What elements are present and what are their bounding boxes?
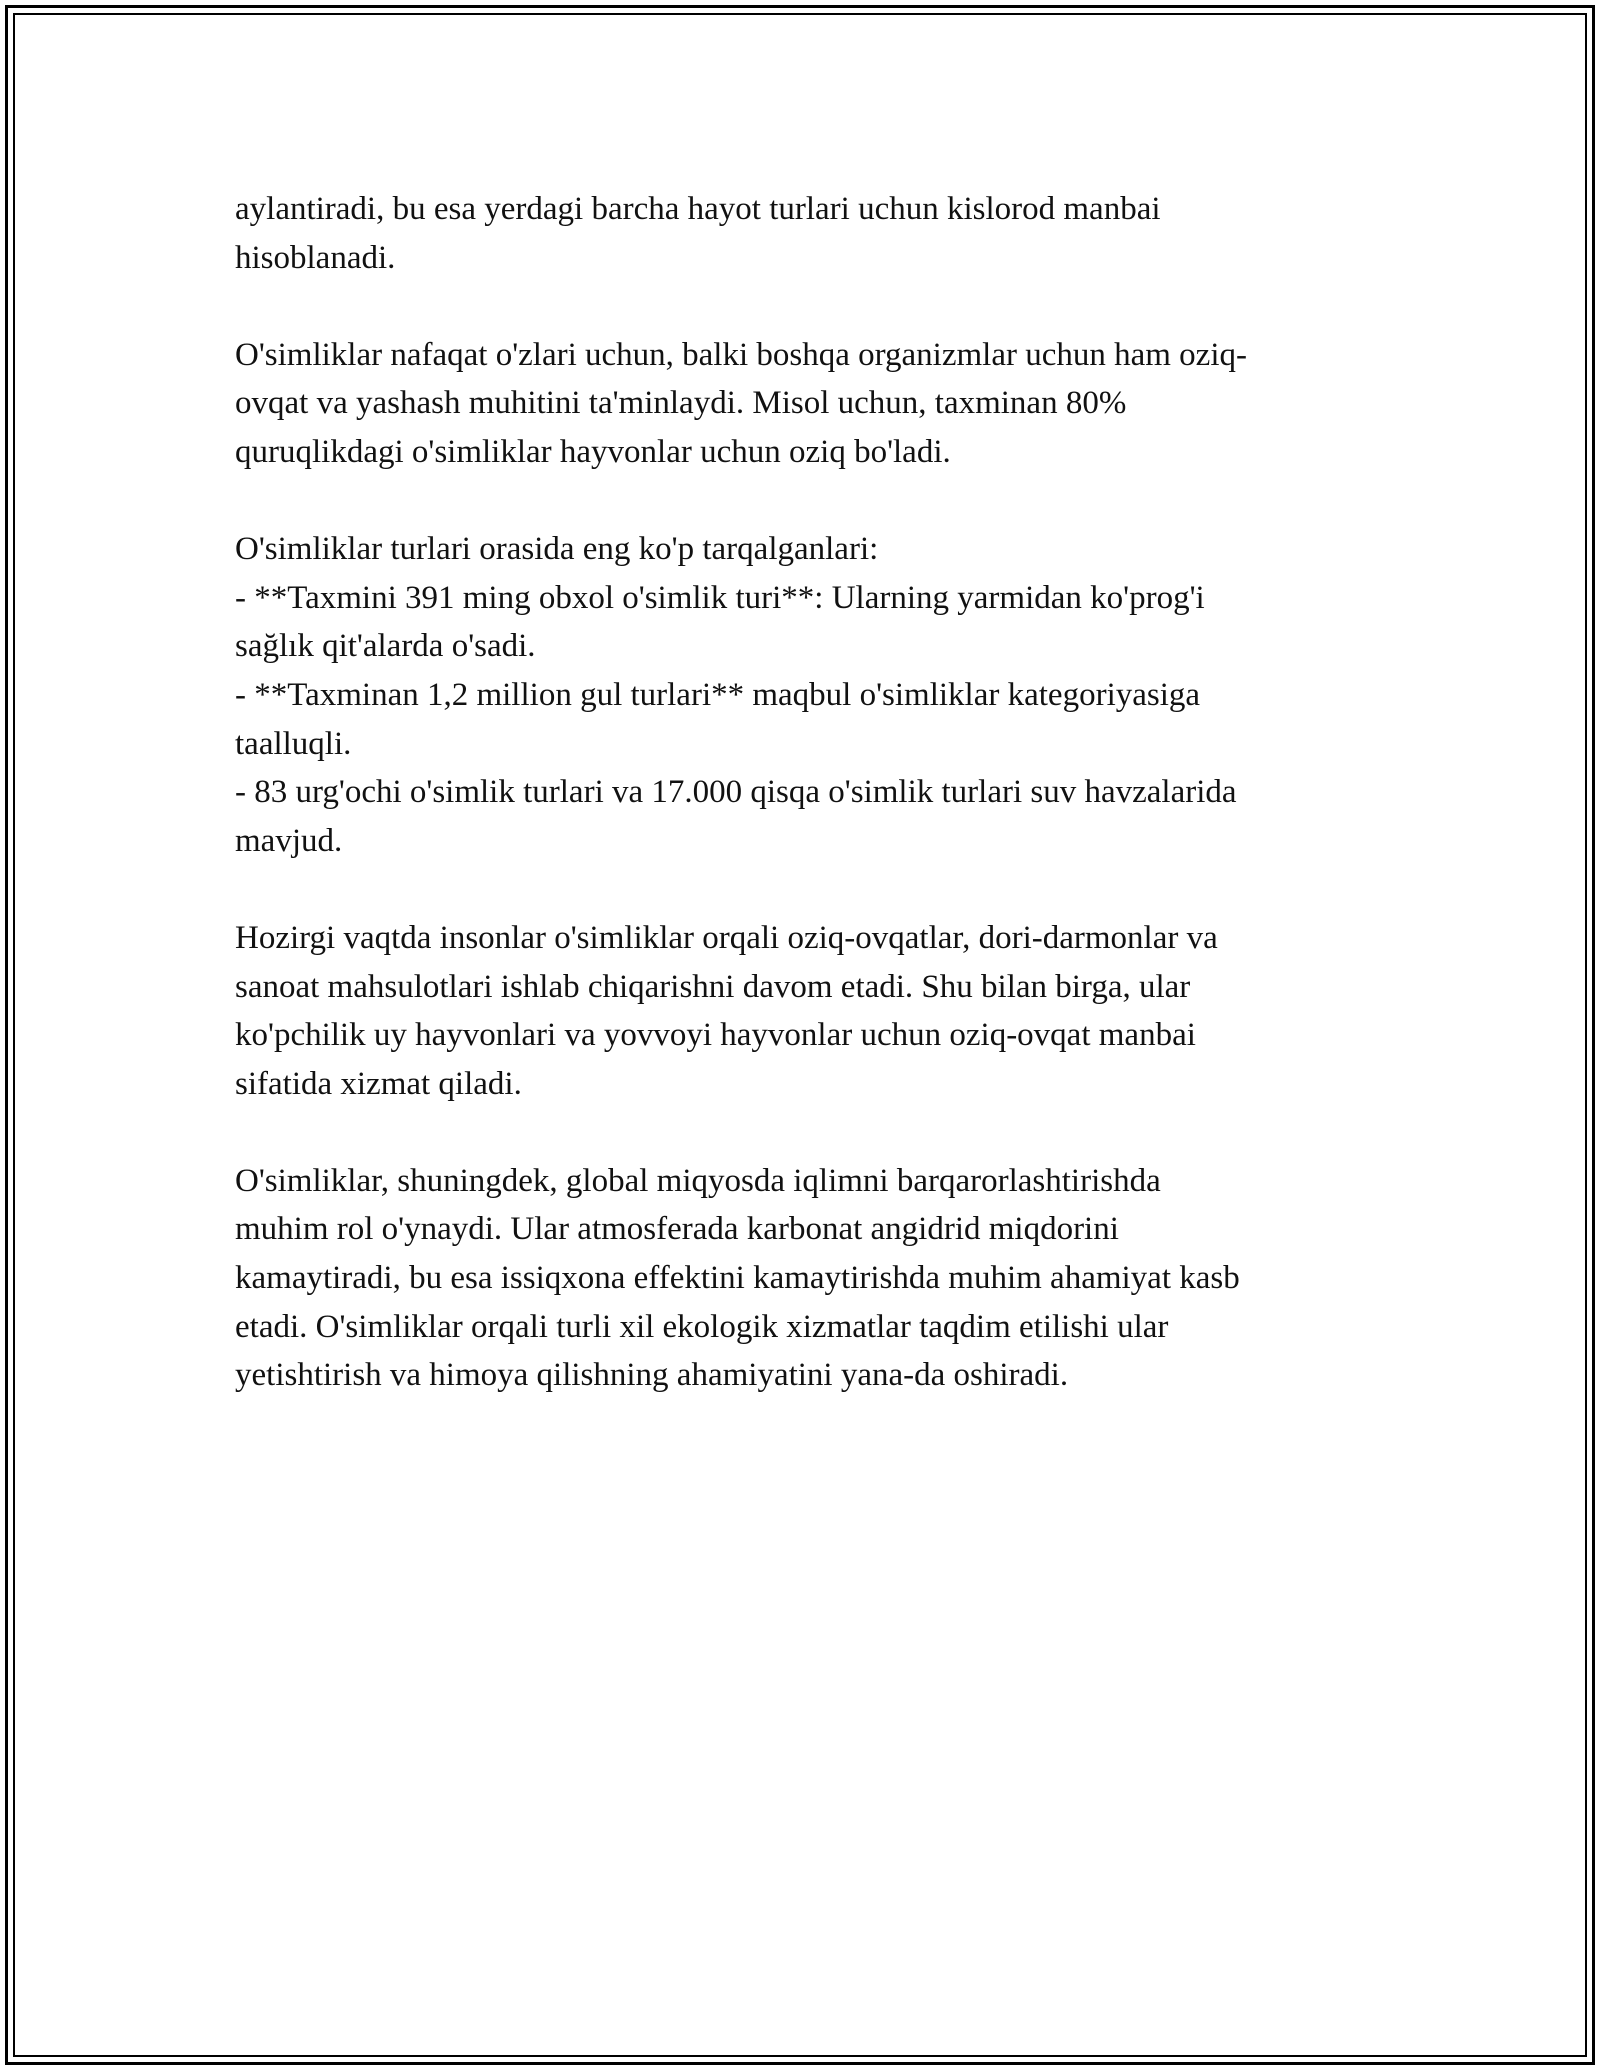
list-item-line: - **Taxmini 391 ming obxol o'simlik turi**: Ularning yarmidan ko'prog'i	[235, 579, 1205, 616]
list-item-line: taalluqli.	[235, 725, 352, 762]
list-item-line: - 83 urg'ochi o'simlik turlari va 17.000 qisqa o'simlik turlari suv havzalarida	[235, 774, 1237, 811]
document-body	[235, 185, 1375, 1448]
text-line: sifatida xizmat qiladi.	[235, 1065, 522, 1102]
text-line: kamaytiradi, bu esa issiqxona effektini kamaytirishda muhim ahamiyat kasb	[235, 1260, 1240, 1297]
text-line: O'simliklar nafaqat o'zlari uchun, balki boshqa organizmlar uchun ham oziq-	[235, 336, 1247, 373]
paragraph	[235, 525, 1375, 865]
text-line: O'simliklar turlari orasida eng ko'p tarqalganlari:	[235, 531, 879, 568]
list-item-line: sağlık qit'alarda o'sadi.	[235, 628, 536, 665]
text-line: etadi. O'simliklar orqali turli xil ekologik xizmatlar taqdim etilishi ular	[235, 1308, 1169, 1345]
text-line: aylantiradi, bu esa yerdagi barcha hayot turlari uchun kislorod manbai	[235, 191, 1161, 227]
text-line: sanoat mahsulotlari ishlab chiqarishni davom etadi. Shu bilan birga, ular	[235, 968, 1191, 1005]
text-line: ovqat va yashash muhitini ta'minlaydi. Misol uchun, taxminan 80%	[235, 385, 1127, 422]
text-line: ko'pchilik uy hayvonlari va yovvoyi hayvonlar uchun oziq-ovqat manbai	[235, 1017, 1196, 1054]
paragraph	[235, 185, 1375, 282]
text-line: O'simliklar, shuningdek, global miqyosda iqlimni barqarorlashtirishda	[235, 1162, 1161, 1199]
text-line: hisoblanadi.	[235, 239, 396, 276]
text-line: muhim rol o'ynaydi. Ular atmosferada karbonat angidrid miqdorini	[235, 1211, 1119, 1248]
paragraph	[235, 914, 1375, 1108]
paragraph	[235, 1157, 1375, 1400]
list-item-line: mavjud.	[235, 822, 343, 859]
list-item-line: - **Taxminan 1,2 million gul turlari** maqbul o'simliklar kategoriyasiga	[235, 676, 1201, 713]
paragraph	[235, 331, 1375, 477]
text-line: Hozirgi vaqtda insonlar o'simliklar orqali oziq-ovqatlar, dori-darmonlar va	[235, 919, 1218, 956]
text-line: quruqlikdagi o'simliklar hayvonlar uchun oziq bo'ladi.	[235, 433, 951, 470]
text-line: yetishtirish va himoya qilishning ahamiyatini yana-da oshiradi.	[235, 1357, 1069, 1394]
